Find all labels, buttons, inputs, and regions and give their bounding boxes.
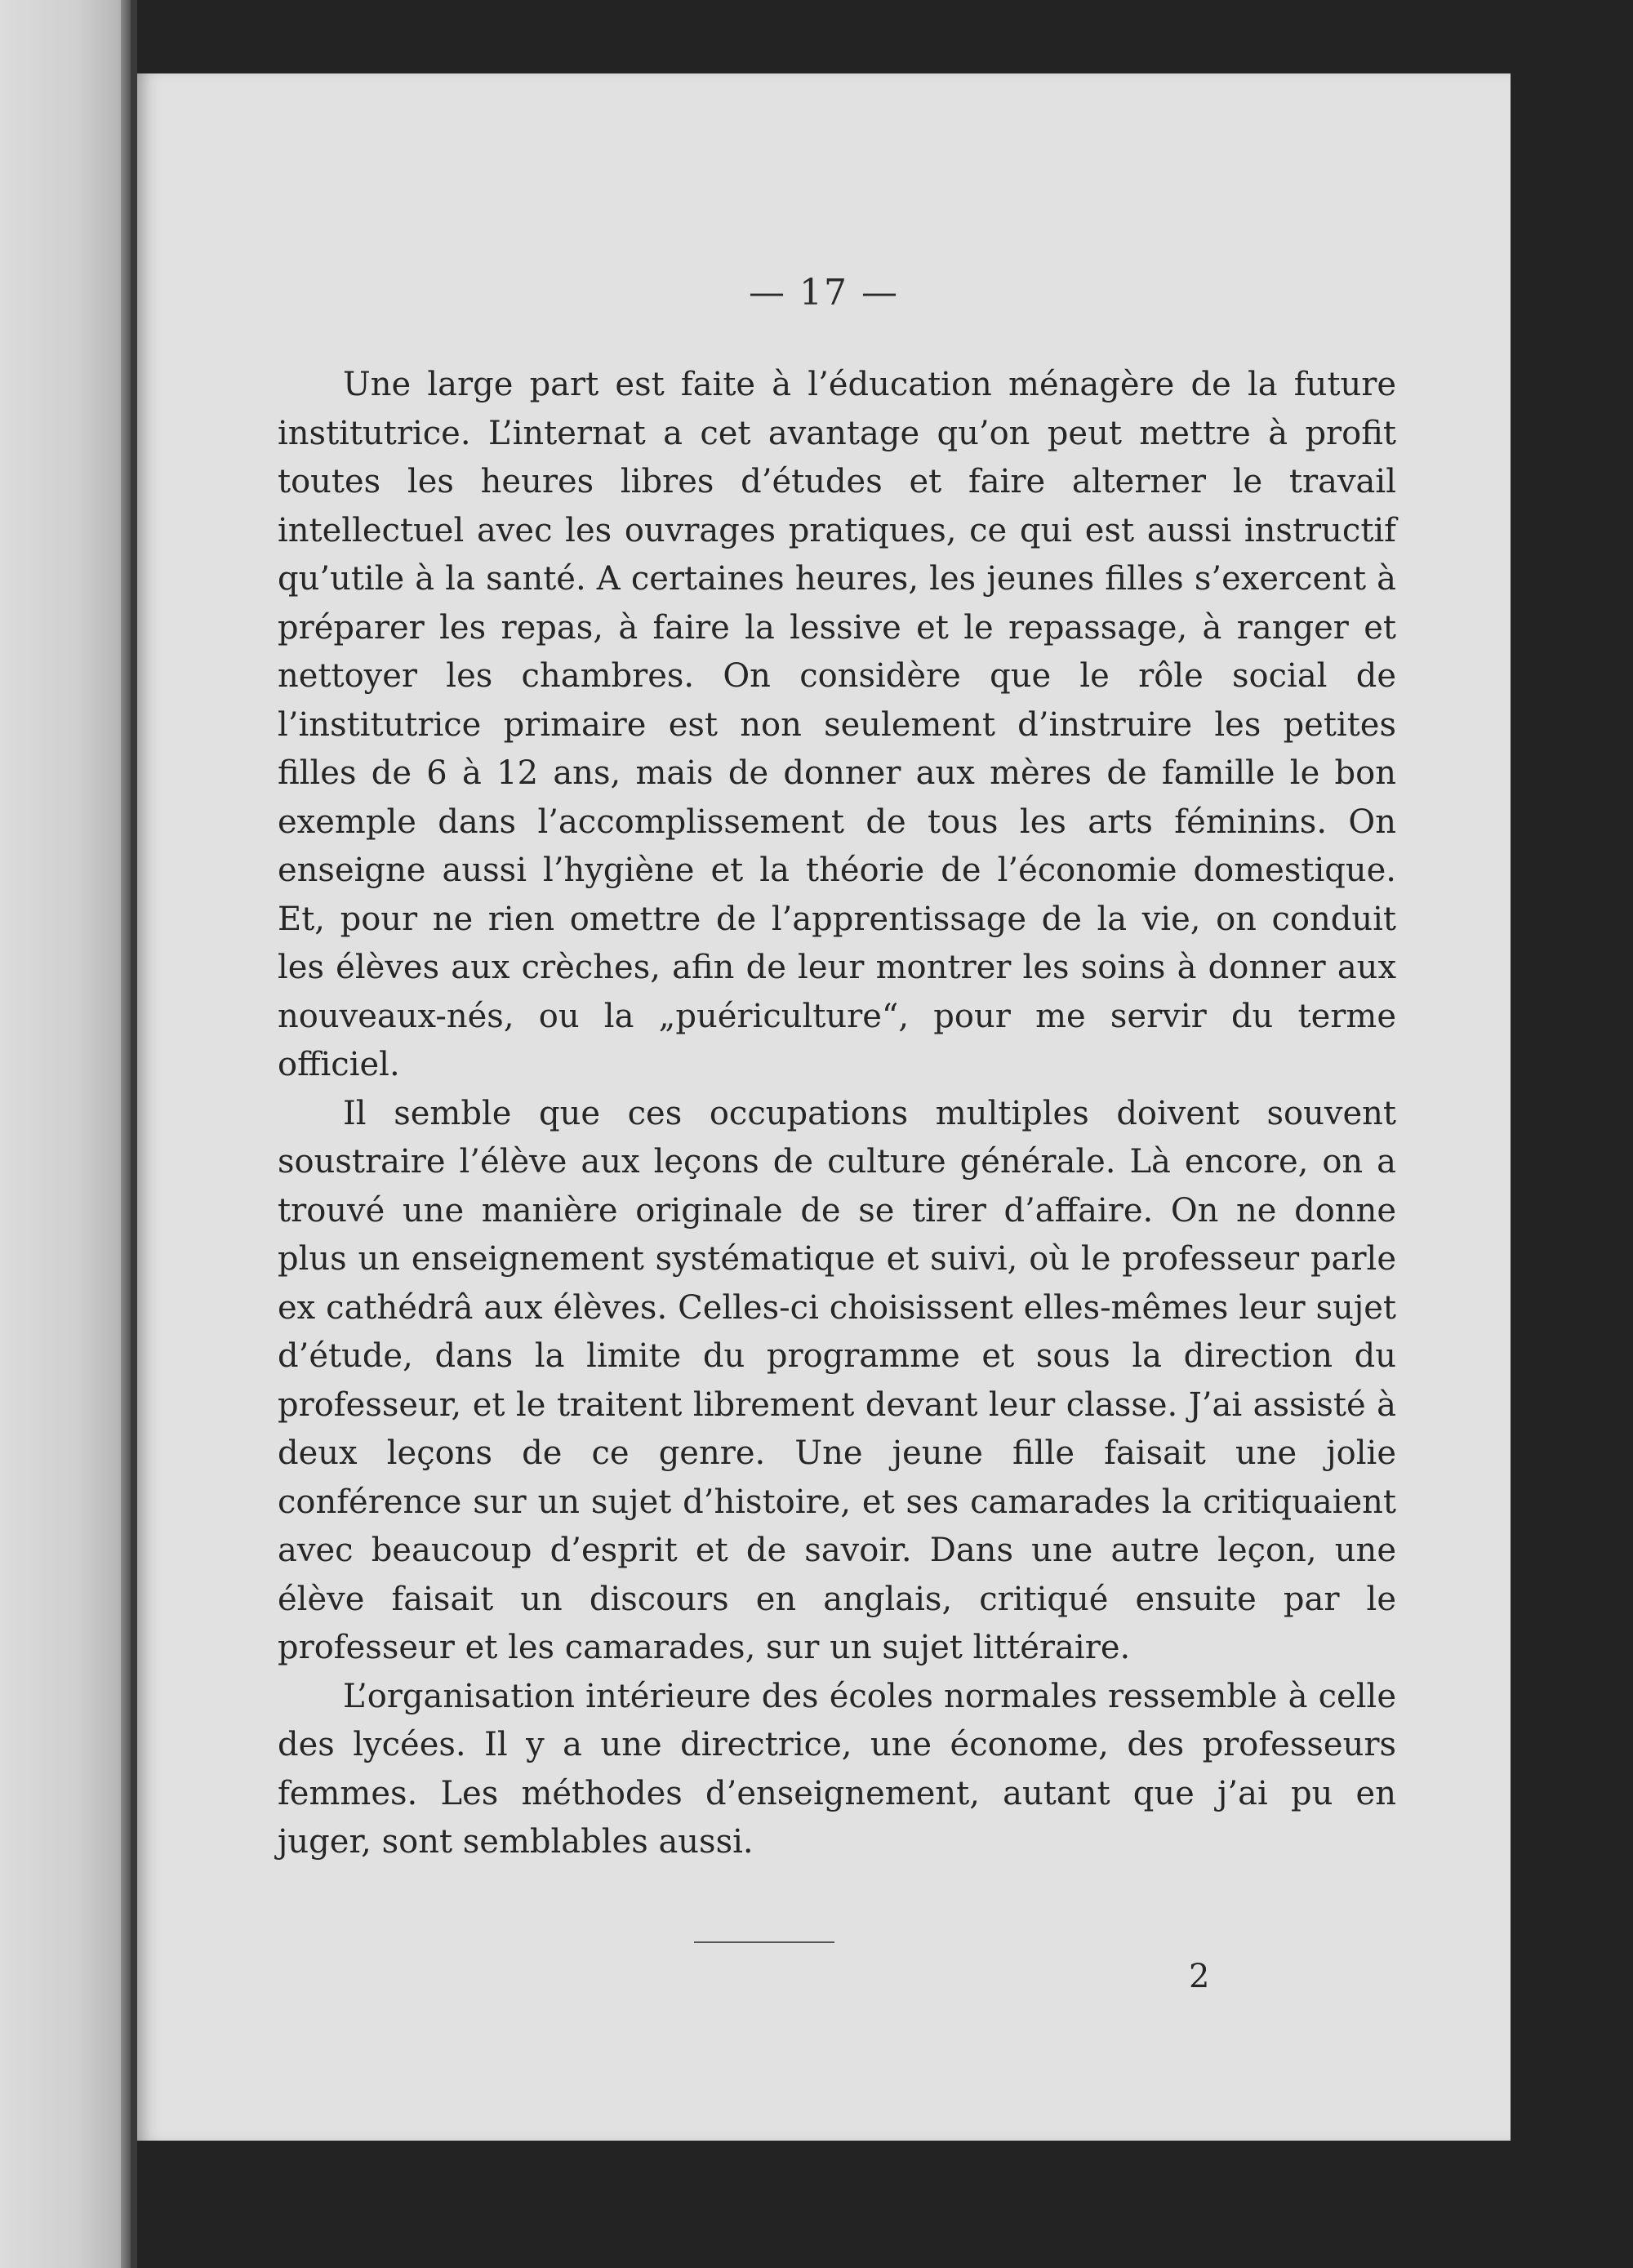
paragraph-3: L’organisation intérieure des écoles normales ressemble à celle des lycées. Il y a une directrice, une économe, des professeurs femmes. Les méthodes d’enseignement, autant que j’ai pu en juger, sont semblables aussi. xyxy=(278,1677,1396,1861)
left-page-edge xyxy=(0,0,131,2268)
page-number: — 17 — xyxy=(749,272,899,314)
end-rule xyxy=(694,1941,834,1943)
body-text xyxy=(278,361,1396,1867)
paragraph-2: Il semble que ces occupations multiples doivent souvent soustraire l’élève aux leçons de culture générale. Là encore, on a trouvé une manière originale de se tirer d’affaire. On ne donne plus un enseignement systématique et suivi, où le professeur parle ex cathédrâ aux élèves. Celles-ci choisissent elles-mêmes leur sujet d’étude, dans la limite du programme et sous la direction du professeur, et le traitent librement devant leur classe. J’ai assisté à deux leçons de ce genre. Une jeune fille faisait une jolie conférence sur un sujet d’histoire, et ses camarades la critiquaient avec beaucoup d’esprit et de savoir. Dans une autre leçon, une élève faisait un discours en anglais, critiqué ensuite par le professeur et les camarades, sur un sujet littéraire. xyxy=(278,1094,1396,1666)
scanned-page xyxy=(137,73,1511,2141)
paragraph-1: Une large part est faite à l’éducation ménagère de la future institutrice. L’internat a cet avantage qu’on peut mettre à profit toutes les heures libres d’études et faire alterner le travail intellectuel avec les ouvrages pratiques, ce qui est aussi instructif qu’utile à la santé. A certaines heures, les jeunes filles s’exercent à préparer les repas, à faire la lessive et le repassage, à ranger et nettoyer les chambres. On considère que le rôle social de l’institutrice primaire est non seulement d’instruire les petites filles de 6 à 12 ans, mais de donner aux mères de famille le bon exemple dans l’accomplissement de tous les arts féminins. On enseigne aussi l’hygiène et la théorie de l’économie domestique. Et, pour ne rien omettre de l’apprentissage de la vie, on conduit les élèves aux crèches, afin de leur montrer les soins à donner aux nouveaux-nés, ou la „puériculture“, pour me servir du terme officiel. xyxy=(278,366,1396,1083)
signature-mark: 2 xyxy=(1189,1958,1210,1995)
book-gutter xyxy=(131,0,137,2268)
